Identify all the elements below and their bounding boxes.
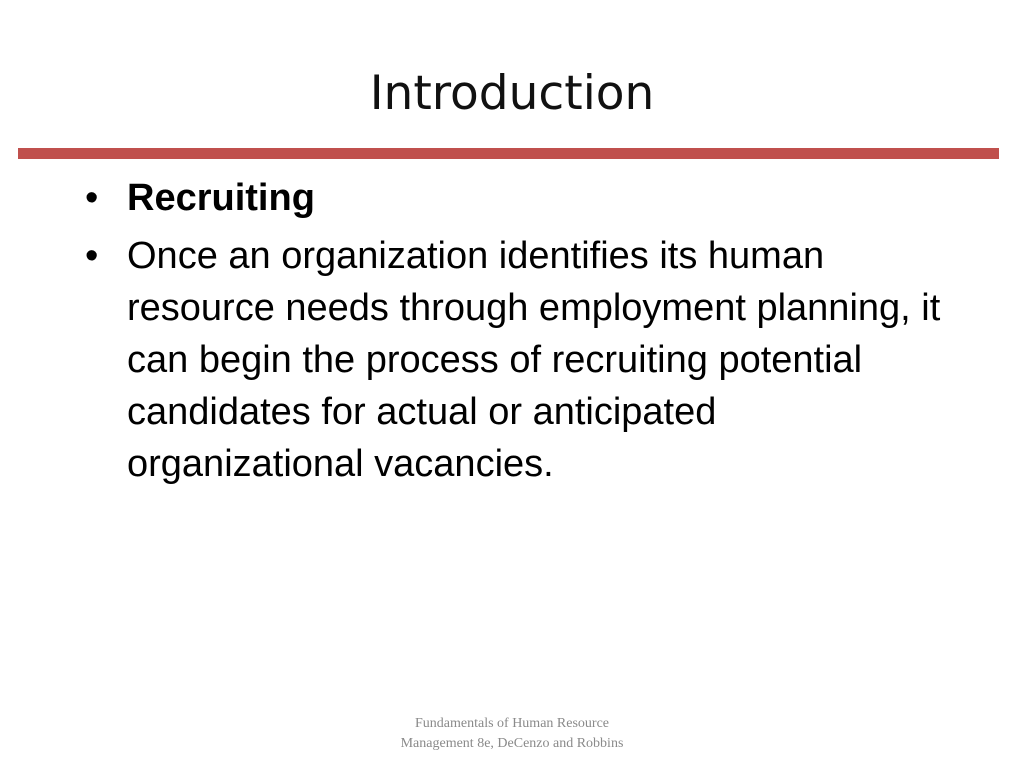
bullet-icon: •: [85, 235, 99, 277]
bullet-text: Once an organization identifies its human resource needs through employment planning, it can begin the process of recruiting potential candidates for actual or anticipated organizational vacancies.: [127, 235, 941, 485]
slide-footer: [312, 714, 712, 754]
title-underline: [18, 148, 999, 159]
bullet-item-description: [83, 230, 943, 490]
bullet-item-recruiting: [83, 172, 943, 224]
bullet-list: [83, 172, 943, 490]
footer-line-1: Fundamentals of Human Resource: [414, 716, 609, 731]
footer-line-2: Management 8e, DeCenzo and Robbins: [400, 736, 624, 751]
slide-title: Introduction: [369, 66, 655, 121]
bullet-icon: •: [85, 177, 99, 219]
bullet-text: Recruiting: [127, 177, 315, 219]
